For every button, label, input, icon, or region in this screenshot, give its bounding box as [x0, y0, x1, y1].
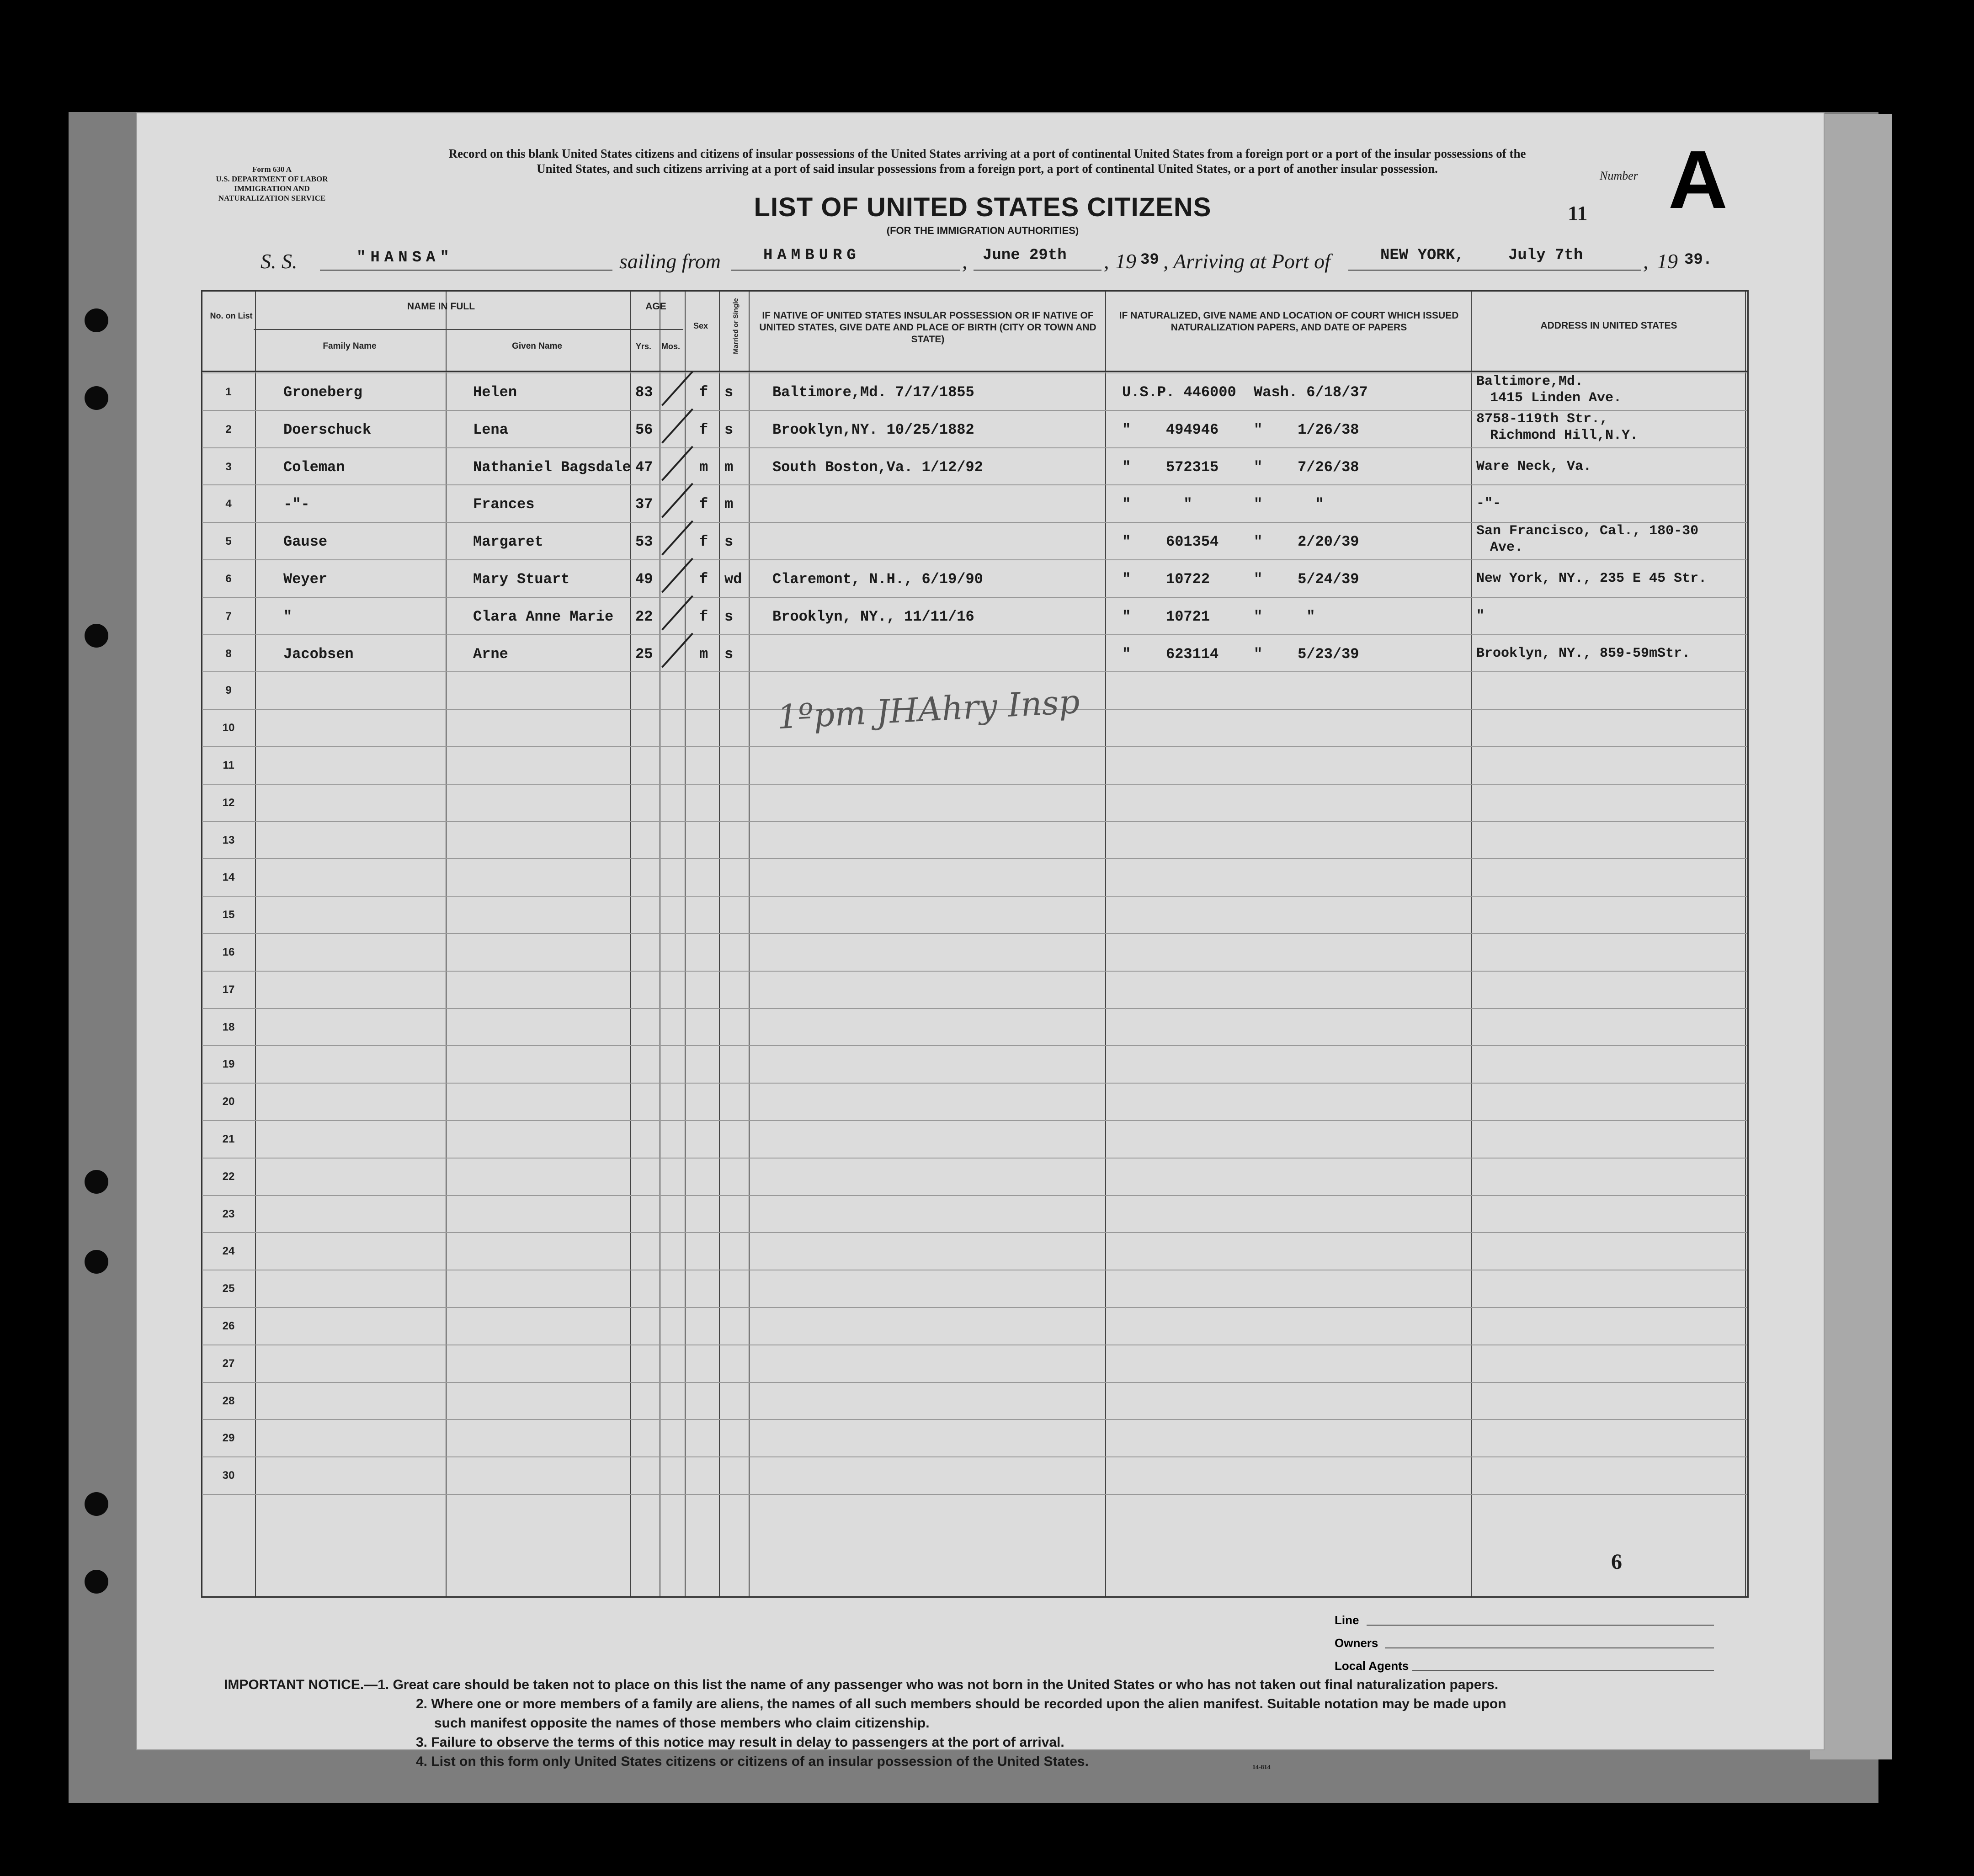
header-name-in-full: NAME IN FULL [407, 301, 475, 312]
family-name: Gause [283, 533, 328, 550]
row-rule [202, 1045, 1747, 1046]
age-years: 83 [635, 384, 653, 401]
sex: m [699, 646, 708, 663]
owners-label: Owners [1335, 1636, 1378, 1650]
row-number: 5 [225, 535, 232, 547]
row-number: 3 [225, 461, 232, 473]
marital-status: s [724, 421, 734, 438]
passenger-table [201, 290, 1749, 1598]
sex: f [699, 496, 708, 513]
birth-info: Baltimore,Md. 7/17/1855 [772, 384, 974, 401]
row-number: 18 [222, 1021, 235, 1033]
row-number: 14 [222, 871, 235, 883]
age-years: 56 [635, 421, 653, 438]
row-number: 22 [222, 1170, 235, 1183]
punch-hole [85, 1250, 108, 1274]
header-family-name: Family Name [323, 341, 377, 351]
row-rule [202, 896, 1747, 897]
row-number: 26 [222, 1320, 235, 1332]
depart-date: June 29th [983, 247, 1067, 264]
row-number: 6 [225, 573, 232, 585]
row-number: 28 [222, 1395, 235, 1407]
notice-heading-label: IMPORTANT NOTICE.— [224, 1677, 378, 1692]
row-rule [202, 484, 1747, 485]
birth-info: South Boston,Va. 1/12/92 [772, 459, 983, 476]
line-label: Line [1335, 1613, 1359, 1627]
marital-status: s [724, 646, 734, 663]
form-code: 14-814 [1252, 1764, 1271, 1771]
row-rule [202, 1232, 1747, 1233]
year2-suffix: 39. [1684, 251, 1713, 269]
page-number: 11 [1568, 202, 1588, 225]
page-title: LIST OF UNITED STATES CITIZENS [754, 192, 1212, 222]
punch-hole [85, 624, 108, 648]
header-yrs: Yrs. [635, 342, 652, 351]
row-number: 24 [222, 1245, 235, 1257]
address-line: Ware Neck, Va. [1476, 459, 1592, 474]
notice-heading [224, 1677, 1498, 1693]
row-rule [202, 1494, 1747, 1495]
birth-info: Brooklyn, NY., 11/11/16 [772, 608, 974, 625]
given-name: Frances [473, 496, 535, 513]
given-name: Lena [473, 421, 508, 438]
row-rule [202, 1195, 1747, 1196]
marital-status: m [724, 459, 734, 476]
row-number: 19 [222, 1058, 235, 1070]
row-number: 15 [222, 909, 235, 921]
footer-page-number: 6 [1611, 1550, 1622, 1574]
punch-hole [85, 1570, 108, 1594]
page-subtitle: (FOR THE IMMIGRATION AUTHORITIES) [886, 225, 1079, 236]
family-name: Weyer [283, 571, 328, 588]
row-number: 27 [222, 1357, 235, 1370]
sailing-label: sailing from [619, 250, 721, 273]
ss-label: S. S. [261, 250, 298, 273]
row-rule [202, 1382, 1747, 1383]
age-years: 49 [635, 571, 653, 588]
given-name: Mary Stuart [473, 571, 570, 588]
row-rule [202, 372, 1747, 373]
row-number: 21 [222, 1133, 235, 1145]
number-label: Number [1600, 169, 1638, 182]
address-line: Baltimore,Md. [1476, 374, 1584, 389]
row-number: 25 [222, 1282, 235, 1295]
row-number: 11 [223, 759, 234, 771]
arriving-label: , Arriving at Port of [1163, 250, 1330, 273]
row-number: 20 [222, 1095, 235, 1108]
address-line: 8758-119th Str., [1476, 411, 1608, 427]
year2-prefix: 19 [1657, 250, 1678, 273]
marital-status: s [724, 384, 734, 401]
row-rule [202, 597, 1747, 598]
family-name: -"- [283, 496, 310, 513]
header-birth: IF NATIVE OF UNITED STATES INSULAR POSSESSION OR IF NATIVE OF UNITED STATES, GIVE DATE AND PLACE OF BIRTH (CITY OR TOWN AND STATE) [759, 310, 1096, 345]
row-rule [202, 1307, 1747, 1308]
row-rule [202, 522, 1747, 523]
notice-item: 1. Great care should be taken not to place on this list the name of any passenger who was not born in the United States or who has not taken out final naturalization papers. [378, 1677, 1499, 1692]
row-number: 9 [225, 684, 232, 696]
birth-info: Brooklyn,NY. 10/25/1882 [772, 421, 974, 438]
sex: f [699, 571, 708, 588]
address-line: Brooklyn, NY., 859-59mStr. [1476, 646, 1691, 661]
given-name: Clara Anne Marie [473, 608, 614, 625]
year1-suffix: 39 [1140, 251, 1159, 269]
header-address: ADDRESS IN UNITED STATES [1540, 320, 1677, 331]
given-name: Nathaniel Bagsdale [473, 459, 631, 476]
sex: f [699, 608, 708, 625]
given-name: Margaret [473, 533, 543, 550]
row-number: 13 [222, 834, 235, 846]
age-years: 22 [635, 608, 653, 625]
age-years: 47 [635, 459, 653, 476]
row-rule [202, 1083, 1747, 1084]
row-rule [202, 1158, 1747, 1159]
row-rule [202, 634, 1747, 635]
marital-status: wd [724, 571, 742, 588]
notice-item: 4. List on this form only United States citizens or citizens of an insular possession of the United States. [416, 1754, 1089, 1769]
naturalization-info: " 623114 " 5/23/39 [1122, 646, 1359, 663]
row-rule [202, 933, 1747, 934]
family-name: Coleman [283, 459, 345, 476]
punch-hole [85, 1170, 108, 1194]
given-name: Helen [473, 384, 517, 401]
punch-hole [85, 308, 108, 332]
row-number: 12 [222, 797, 235, 809]
marital-status: m [724, 496, 734, 513]
marital-status: s [724, 608, 734, 625]
sex: f [699, 384, 708, 401]
family-name: Groneberg [283, 384, 362, 401]
header-given-name: Given Name [512, 341, 562, 351]
row-rule [202, 746, 1747, 747]
sex: f [699, 421, 708, 438]
row-number: 8 [225, 648, 232, 660]
from-port: HAMBURG [763, 247, 861, 264]
handwritten-signature: 1ºpm JHAhry Insp [776, 682, 1081, 737]
naturalization-info: " 10722 " 5/24/39 [1122, 571, 1359, 588]
naturalization-info: U.S.P. 446000 Wash. 6/18/37 [1122, 384, 1368, 401]
naturalization-info: " 494946 " 1/26/38 [1122, 421, 1359, 438]
row-number: 4 [225, 498, 232, 510]
family-name: Jacobsen [283, 646, 354, 663]
record-notice: Record on this blank United States citizens and citizens of insular possessions of the United States arriving at a port of continental United States from a foreign port or a port of the insular possessions of the United States, and such citizens arriving at a port of said insular possessions from a foreign port, a port of continental United States, or a port of another insular possession. [448, 147, 1526, 175]
row-rule [202, 784, 1747, 785]
address-line: 1415 Linden Ave. [1490, 390, 1622, 406]
header-naturalized: IF NATURALIZED, GIVE NAME AND LOCATION OF COURT WHICH ISSUED NATURALIZATION PAPERS, AND DATE OF PAPERS [1119, 310, 1459, 333]
header-age: AGE [645, 301, 666, 312]
row-number: 29 [222, 1432, 235, 1444]
row-rule [202, 858, 1747, 859]
address-line: Richmond Hill,N.Y. [1490, 428, 1639, 443]
age-years: 37 [635, 496, 653, 513]
sex: f [699, 533, 708, 550]
row-rule [202, 971, 1747, 972]
naturalization-info: " " " " [1122, 496, 1324, 513]
row-number: 16 [222, 946, 235, 958]
address-line: San Francisco, Cal., 180-30 [1476, 523, 1699, 539]
row-number: 30 [222, 1469, 235, 1482]
punch-hole [85, 386, 108, 410]
address-line: -"- [1476, 496, 1501, 511]
row-rule [202, 410, 1747, 411]
row-number: 23 [222, 1208, 235, 1220]
address-line: New York, NY., 235 E 45 Str. [1476, 571, 1707, 586]
birth-info: Claremont, N.H., 6/19/90 [772, 571, 983, 588]
family-name: " [283, 608, 293, 625]
row-number: 1 [225, 386, 232, 398]
marital-status: s [724, 533, 734, 550]
row-rule [202, 671, 1747, 672]
form-id [206, 165, 338, 203]
given-name: Arne [473, 646, 508, 663]
form-id-line: IMMIGRATION AND [234, 184, 310, 193]
header-sex: Sex [693, 321, 708, 330]
form-id-line: Form 630 A [252, 165, 292, 174]
age-years: 25 [635, 646, 653, 663]
row-number: 7 [225, 610, 232, 622]
row-number: 2 [225, 423, 232, 436]
family-name: Doerschuck [283, 421, 372, 438]
row-rule [202, 559, 1747, 560]
form-id-line: NATURALIZATION SERVICE [218, 194, 326, 202]
naturalization-info: " 10721 " " [1122, 608, 1315, 625]
notice-item: such manifest opposite the names of those members who claim citizenship. [434, 1716, 930, 1731]
ship-name: "HANSA" [356, 249, 454, 266]
form-id-line: U.S. DEPARTMENT OF LABOR [216, 175, 328, 183]
notice-item: 2. Where one or more members of a family are aliens, the names of all such members should be recorded upon the alien manifest. Suitable notation may be made upon [416, 1696, 1506, 1711]
row-rule [202, 1120, 1747, 1121]
row-rule [202, 1456, 1747, 1457]
header-no-on-list: No. on List [210, 311, 253, 320]
row-number: 17 [222, 983, 235, 996]
address-line: Ave. [1490, 540, 1523, 555]
row-number: 10 [222, 722, 235, 734]
address-line: " [1476, 608, 1485, 624]
age-years: 53 [635, 533, 653, 550]
arrival-port: NEW YORK, [1380, 247, 1464, 264]
number-value: A [1668, 134, 1728, 226]
header-mos: Mos. [661, 342, 680, 351]
header-married: Married or Single [732, 298, 740, 354]
local-agents-label: Local Agents [1335, 1659, 1409, 1673]
year1-prefix: 19 [1115, 250, 1136, 273]
row-rule [202, 821, 1747, 822]
row-rule [202, 1008, 1747, 1009]
row-rule [202, 447, 1747, 448]
row-rule [202, 1419, 1747, 1420]
punch-hole [85, 1492, 108, 1516]
sex: m [699, 459, 708, 476]
naturalization-info: " 601354 " 2/20/39 [1122, 533, 1359, 550]
notice-item: 3. Failure to observe the terms of this notice may result in delay to passengers at the port of arrival. [416, 1735, 1064, 1750]
arrival-date: July 7th [1508, 247, 1583, 264]
naturalization-info: " 572315 " 7/26/38 [1122, 459, 1359, 476]
